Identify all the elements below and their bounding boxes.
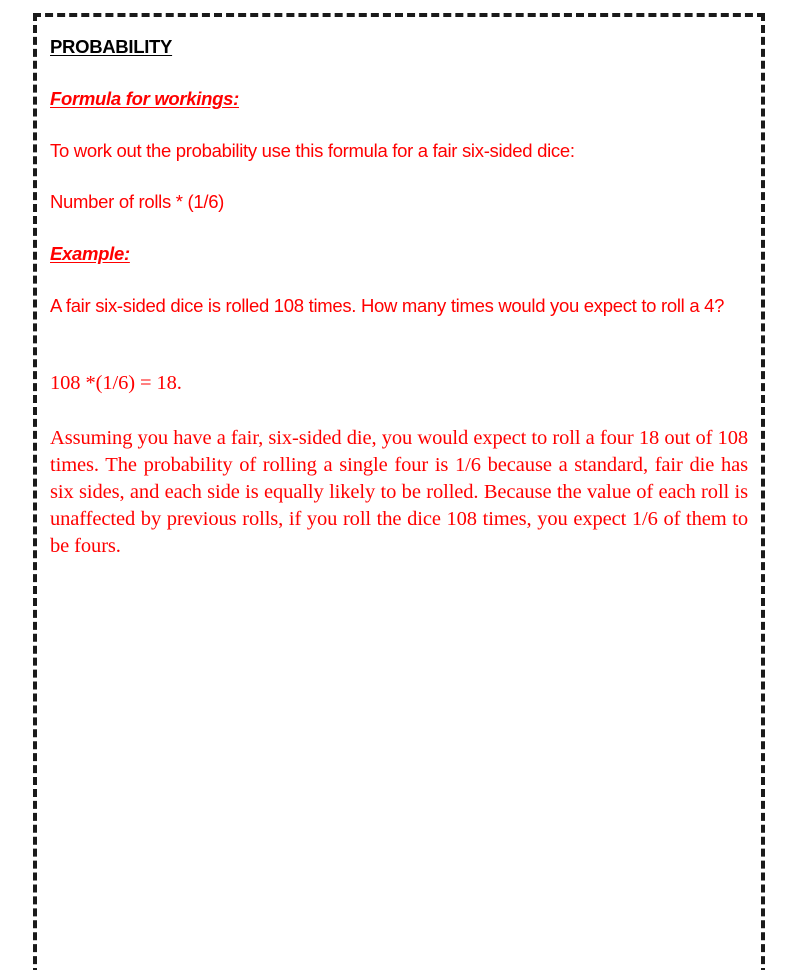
- document-title: PROBABILITY: [50, 36, 173, 57]
- formula-heading: Formula for workings:: [50, 88, 239, 109]
- example-explanation: Assuming you have a fair, six-sided die, you would expect to roll a four 18 out of 108 times. The probability of rolling a single four is 1/6 because a standard, fair die has six sides, and each side is equally likely to be rolled. Because the value of each roll is unaffected by previous rolls, if you roll the dice 108 times, you expect 1/6 of them to be fours.: [50, 427, 748, 557]
- example-heading: Example:: [50, 243, 130, 264]
- intro-text: To work out the probability use this formula for a fair six-sided dice:: [50, 140, 575, 161]
- example-question: A fair six-sided dice is rolled 108 times. How many times would you expect to roll a 4?: [50, 295, 725, 316]
- example-calculation: 108 *(1/6) = 18.: [50, 372, 182, 394]
- formula-text: Number of rolls * (1/6): [50, 191, 225, 212]
